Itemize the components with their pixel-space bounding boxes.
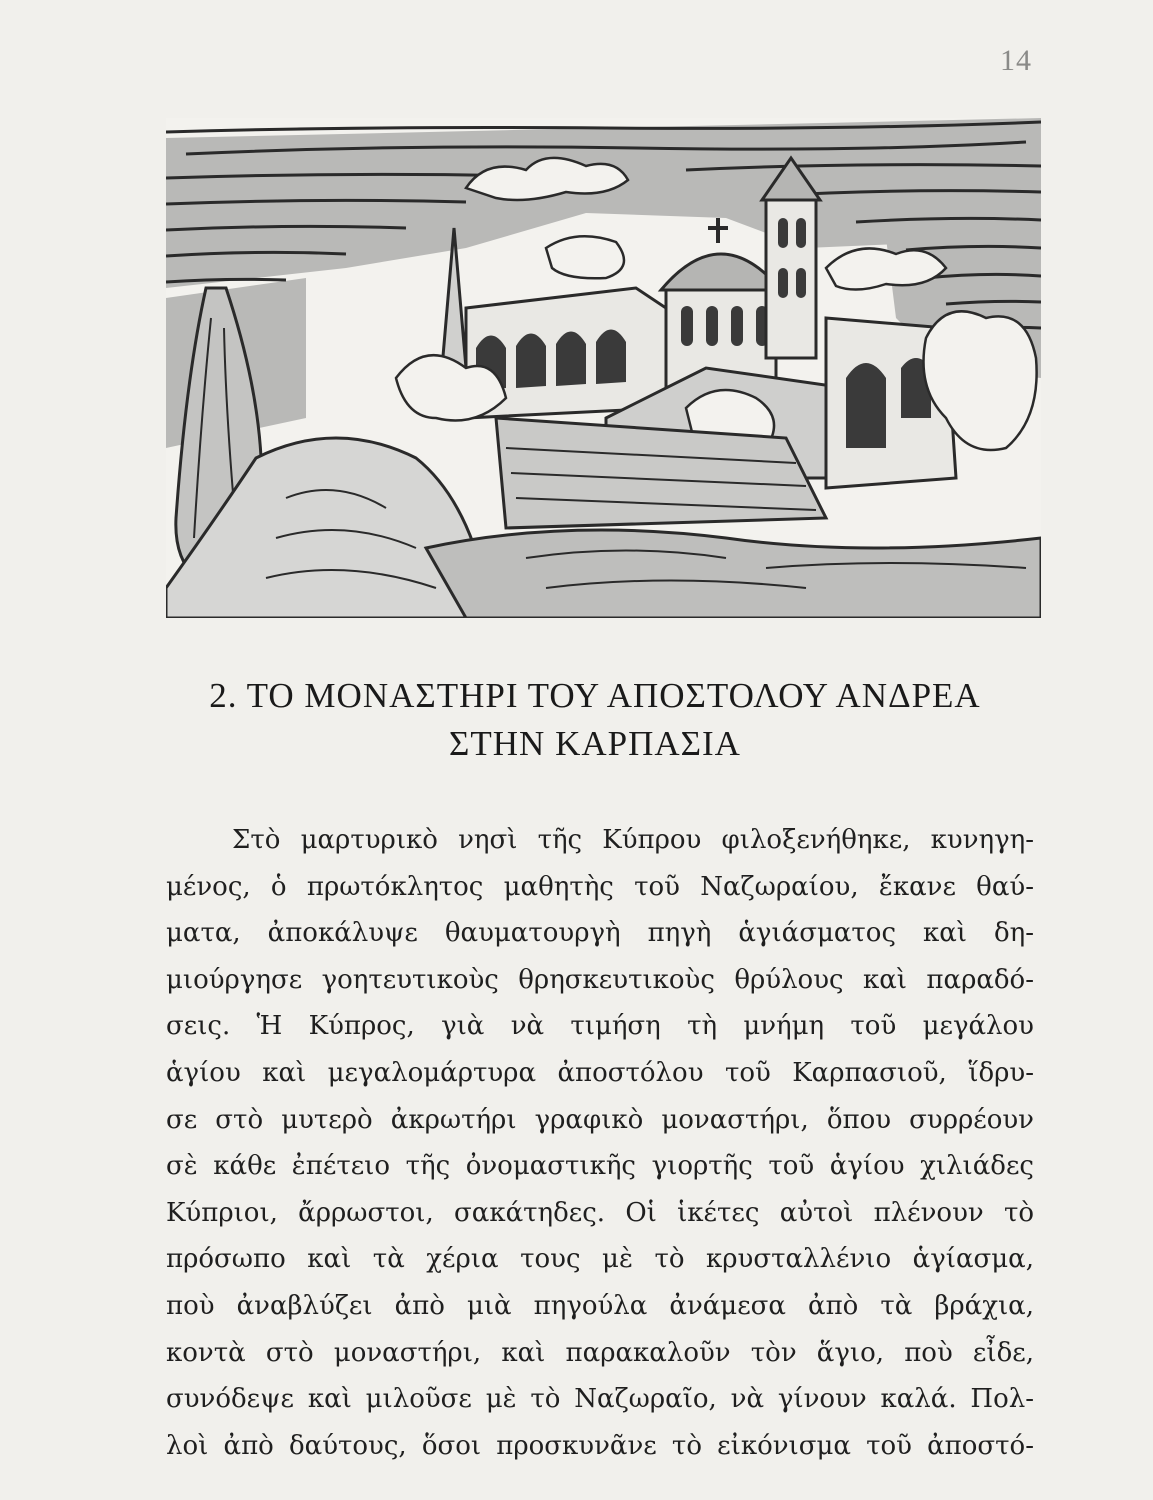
text-line: σὲ κάθε ἐπέτειο τῆς ὀνομαστικῆς γιορτῆς τοῦ ἁγίου χιλιάδες <box>166 1151 1034 1182</box>
text-line: κοντὰ στὸ μοναστήρι, καὶ παρακαλοῦν τὸν ἅγιο, ποὺ εἶδε, <box>166 1337 1034 1368</box>
text-line: ματα, ἀποκάλυψε θαυματουργὴ πηγὴ ἁγιάσματος καὶ δη- <box>166 918 1034 949</box>
chapter-heading <box>150 672 1040 768</box>
text-line: σεις. Ἡ Κύπρος, γιὰ νὰ τιμήση τὴ μνήμη τοῦ μεγάλου <box>166 1011 1034 1042</box>
heading-line: 2. ΤΟ ΜΟΝΑΣΤΗΡΙ ΤΟΥ ΑΠΟΣΤΟΛΟΥ ΑΝΔΡΕΑ <box>209 676 981 715</box>
text-line: Κύπριοι, ἄρρωστοι, σακάτηδες. Οἱ ἱκέτες αὐτοὶ πλένουν τὸ <box>166 1197 1034 1228</box>
text-line: μένος, ὁ πρωτόκλητος μαθητὴς τοῦ Ναζωραίου, ἔκανε θαύ- <box>166 871 1034 902</box>
text-line: ποὺ ἀναβλύζει ἀπὸ μιὰ πηγούλα ἀνάμεσα ἀπὸ τὰ βράχια, <box>166 1290 1034 1321</box>
text-line: σε στὸ μυτερὸ ἀκρωτήρι γραφικὸ μοναστήρι, ὅπου συρρέουν <box>166 1104 1034 1135</box>
text-line: μιούργησε γοητευτικοὺς θρησκευτικοὺς θρύλους καὶ παραδό- <box>166 964 1034 995</box>
text-line: ἁγίου καὶ μεγαλομάρτυρα ἀποστόλου τοῦ Καρπασιοῦ, ἵδρυ- <box>166 1057 1034 1088</box>
heading-line: ΣΤΗΝ ΚΑΡΠΑΣΙΑ <box>449 724 741 763</box>
text-line: λοὶ ἀπὸ δαύτους, ὅσοι προσκυνᾶνε τὸ εἰκόνισμα τοῦ ἀποστό- <box>166 1430 1034 1461</box>
monastery-illustration <box>166 118 1041 618</box>
bell-tower <box>762 158 820 358</box>
text-line: συνόδεψε καὶ μιλοῦσε μὲ τὸ Ναζωραῖο, νὰ γίνουν καλά. Πολ- <box>166 1384 1034 1415</box>
page-number: 14 <box>1000 44 1032 77</box>
text-line: πρόσωπο καὶ τὰ χέρια τους μὲ τὸ κρυσταλλένιο ἁγίασμα, <box>166 1244 1034 1275</box>
text-line: Στὸ μαρτυρικὸ νησὶ τῆς Κύπρου φιλοξενήθηκε, κυνηγη- <box>232 825 1034 855</box>
body-paragraph <box>166 817 1034 1469</box>
